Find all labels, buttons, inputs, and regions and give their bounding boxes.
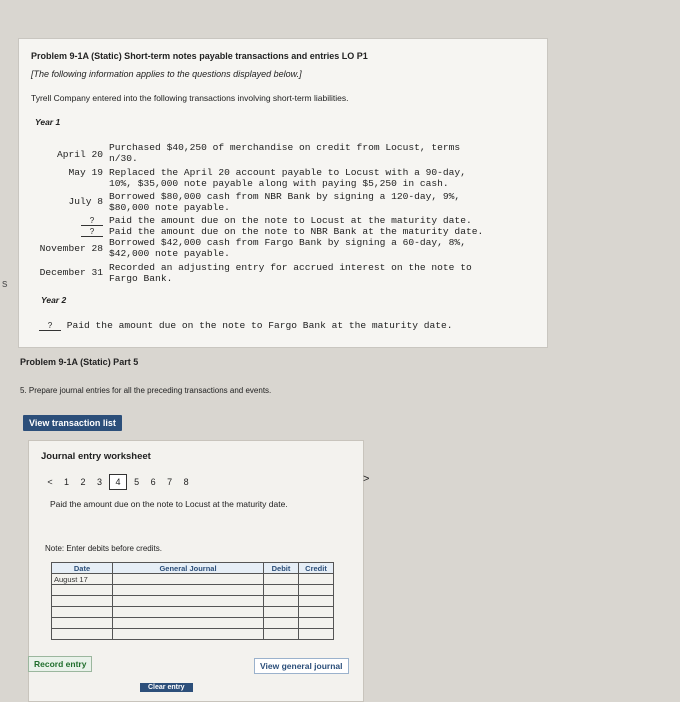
col-general-journal: General Journal — [113, 563, 264, 574]
account-cell[interactable] — [113, 629, 264, 640]
margin-letter: s — [2, 278, 8, 290]
tx-desc: Paid the amount due on the note to NBR Bank at the maturity date. — [109, 226, 484, 237]
date-cell[interactable] — [52, 629, 113, 640]
tx-desc: Borrowed $42,000 cash from Fargo Bank by signing a 60-day, 8%, $42,000 note payable. — [109, 237, 466, 259]
problem-panel — [18, 38, 548, 348]
tx-desc: Purchased $40,250 of merchandise on credit from Locust, terms n/30. — [109, 142, 461, 164]
account-cell[interactable] — [113, 596, 264, 607]
table-row — [52, 629, 334, 640]
debit-cell[interactable] — [264, 618, 299, 629]
credit-cell[interactable] — [299, 596, 334, 607]
date-cell[interactable] — [52, 607, 113, 618]
page-7[interactable]: 7 — [167, 477, 173, 487]
credit-cell[interactable] — [299, 585, 334, 596]
tx-date: July 8 — [68, 196, 103, 207]
debit-cell[interactable] — [264, 629, 299, 640]
col-debit: Debit — [264, 563, 299, 574]
page-6[interactable]: 6 — [150, 477, 156, 487]
page-1[interactable]: 1 — [64, 477, 70, 487]
account-cell[interactable] — [113, 618, 264, 629]
worksheet-title: Journal entry worksheet — [41, 451, 151, 462]
tx-date: November 28 — [39, 243, 103, 254]
problem-intro: Tyrell Company entered into the following transactions involving short-term liabilities. — [31, 93, 349, 103]
account-cell[interactable] — [113, 585, 264, 596]
account-cell[interactable] — [113, 607, 264, 618]
date-cell[interactable] — [52, 596, 113, 607]
tx-desc: Borrowed $80,000 cash from NBR Bank by signing a 120-day, 9%, $80,000 note payable. — [109, 191, 461, 213]
tx-date: ? — [33, 215, 103, 226]
account-cell[interactable] — [113, 574, 264, 585]
page-8[interactable]: 8 — [183, 477, 189, 487]
tx-desc: Replaced the April 20 account payable to Locust with a 90-day, 10%, $35,000 note payable along with paying $5,250 in cash. — [109, 167, 466, 189]
record-entry-button[interactable]: Record entry — [28, 656, 92, 672]
debit-cell[interactable] — [264, 585, 299, 596]
year2-label: Year 2 — [41, 295, 67, 305]
date-cell[interactable] — [52, 585, 113, 596]
worksheet-pager — [43, 474, 193, 490]
date-cell[interactable]: August 17 — [52, 574, 113, 585]
problem-title: Problem 9-1A (Static) Short-term notes payable transactions and entries LO P1 — [31, 51, 368, 61]
tx-date: ? — [33, 226, 103, 237]
table-row — [52, 618, 334, 629]
year1-label: Year 1 — [35, 117, 61, 127]
table-row — [52, 585, 334, 596]
page-5[interactable]: 5 — [134, 477, 140, 487]
credit-cell[interactable] — [299, 618, 334, 629]
info-note: [The following information applies to the questions displayed below.] — [31, 69, 302, 79]
col-credit: Credit — [299, 563, 334, 574]
debit-cell[interactable] — [264, 607, 299, 618]
debit-cell[interactable] — [264, 596, 299, 607]
page-3[interactable]: 3 — [97, 477, 103, 487]
year2-transaction: ? Paid the amount due on the note to Fargo Bank at the maturity date. — [39, 320, 453, 331]
entry-description: Paid the amount due on the note to Locust at the maturity date. — [50, 499, 288, 509]
credit-cell[interactable] — [299, 574, 334, 585]
table-row — [52, 607, 334, 618]
tx-desc: Paid the amount due on the note to Fargo Bank at the maturity date. — [66, 320, 453, 331]
date-cell[interactable] — [52, 618, 113, 629]
journal-table — [51, 562, 334, 640]
debit-cell[interactable] — [264, 574, 299, 585]
prev-page-icon[interactable]: < — [47, 477, 53, 487]
tx-date: December 31 — [39, 267, 103, 278]
tx-date: April 20 — [56, 149, 103, 160]
view-transaction-list-button[interactable]: View transaction list — [23, 415, 122, 431]
table-row — [52, 596, 334, 607]
tx-desc: Recorded an adjusting entry for accrued interest on the note to Fargo Bank. — [109, 262, 472, 284]
page-2[interactable]: 2 — [80, 477, 86, 487]
col-date: Date — [52, 563, 113, 574]
page-4-current[interactable]: 4 — [109, 474, 127, 490]
credit-cell[interactable] — [299, 629, 334, 640]
credit-cell[interactable] — [299, 607, 334, 618]
part-instruction: 5. Prepare journal entries for all the preceding transactions and events. — [20, 386, 272, 395]
debit-credit-note: Note: Enter debits before credits. — [45, 544, 162, 553]
part-title: Problem 9-1A (Static) Part 5 — [20, 357, 139, 367]
tx-desc: Paid the amount due on the note to Locust at the maturity date. — [109, 215, 472, 226]
tx-date: May 19 — [68, 167, 103, 178]
clear-entry-button[interactable]: Clear entry — [140, 683, 193, 692]
view-general-journal-button[interactable]: View general journal — [254, 658, 349, 674]
next-page-icon[interactable]: > — [363, 473, 370, 485]
table-row — [52, 574, 334, 585]
